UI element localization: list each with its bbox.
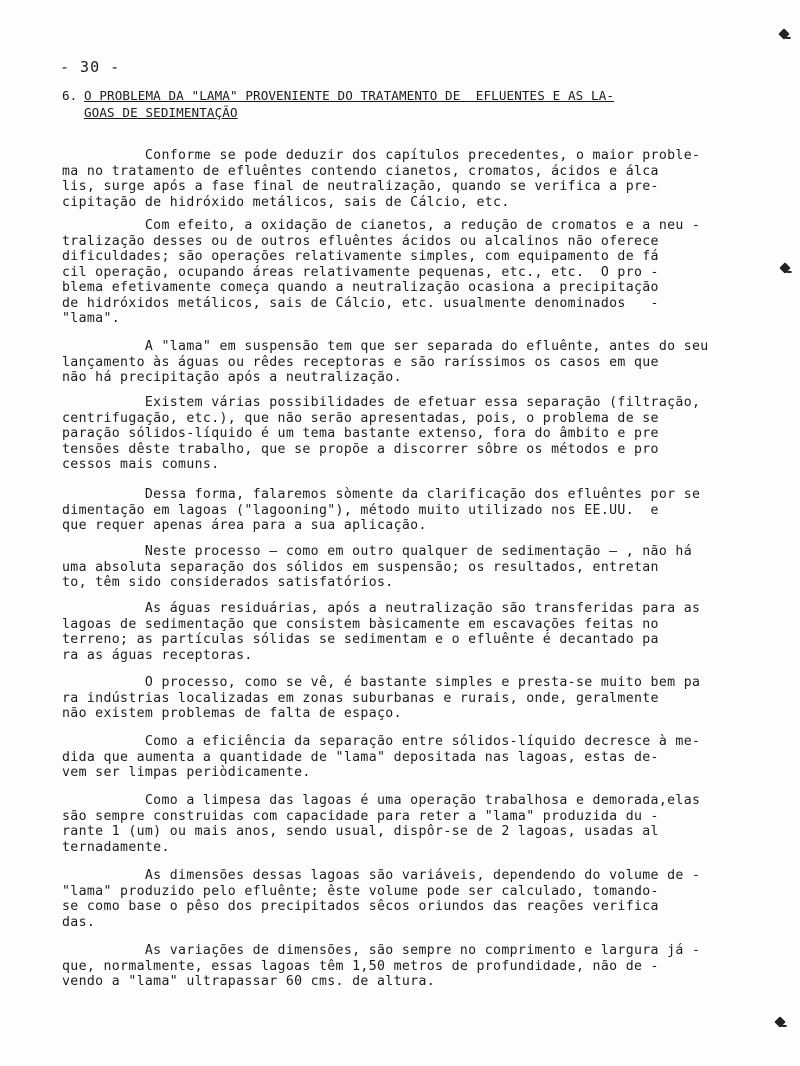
text-line: uma absoluta separação dos sólidos em suspensão; os resultados, entretan <box>62 559 659 575</box>
text-line: Existem várias possibilidades de efetuar essa separação (filtração, <box>62 395 701 410</box>
text-line: to, têm sido considerados satisfatórios. <box>62 575 394 590</box>
paragraph <box>62 675 712 722</box>
text-line: cessos mais comuns. <box>62 457 220 472</box>
section-title-line-1: O PROBLEMA DA "LAMA" PROVENIENTE DO TRATAMENTO DE EFLUENTES E AS LA- <box>84 88 615 103</box>
text-line: Neste processo — como em outro qualquer de sedimentação — , não há <box>62 544 693 559</box>
text-line: vem ser limpas periòdicamente. <box>62 765 311 780</box>
text-line: O processo, como se vê, é bastante simples e presta-se muito bem pa <box>62 675 701 690</box>
text-line: lagoas de sedimentação que consistem bàsicamente em escavações feitas no <box>62 616 659 632</box>
text-line: não há precipitação após a neutralização. <box>62 370 402 385</box>
text-line: não existem problemas de falta de espaço. <box>62 706 402 721</box>
text-line: As águas residuárias, após a neutralização são transferidas para as <box>62 601 701 616</box>
text-line: terreno; as partículas sólidas se sedimentam e o efluênte é decantado pa <box>62 632 659 647</box>
paragraph <box>62 868 712 930</box>
paragraph <box>62 734 712 781</box>
text-line: cipitação de hidróxido metálicos, sais de Cálcio, etc. <box>62 194 510 210</box>
text-line: tensões dêste trabalho, que se propõe a discorrer sôbre os métodos e pro <box>62 441 659 457</box>
paragraph <box>62 601 712 663</box>
text-line: tralização desses ou de outros efluêntes ácidos ou alcalinos não oferece <box>62 233 659 249</box>
text-line: ternadamente. <box>62 839 170 855</box>
text-line: lançamento às águas ou rêdes receptoras e são raríssimos os casos em que <box>62 354 659 370</box>
text-line: vendo a "lama" ultrapassar 60 cms. de altura. <box>62 974 436 989</box>
margin-bullet-icon <box>779 262 790 273</box>
paragraph <box>62 218 712 327</box>
text-line: Dessa forma, falaremos sòmente da clarificação dos efluêntes por se <box>62 487 701 502</box>
text-line: centrifugação, etc.), que não serão apresentadas, pois, o problema de se <box>62 410 659 426</box>
text-line: dificuldades; são operações relativamente simples, com equipamento de fá <box>62 249 659 264</box>
text-line: ra indústrias localizadas em zonas suburbanas e rurais, onde, geralmente <box>62 690 659 706</box>
text-line: "lama" produzido pelo efluênte; êste volume pode ser calculado, tomando- <box>62 883 659 899</box>
text-line: Com efeito, a oxidação de cianetos, a redução de cromatos e a neu - <box>62 218 701 233</box>
paragraph <box>62 487 712 534</box>
text-line: são sempre construidas com capacidade para reter a "lama" produzida du - <box>62 808 659 824</box>
text-line: ma no tratamento de efluêntes contendo cianetos, cromatos, ácidos e álca <box>62 163 659 179</box>
text-line: que requer apenas área para a sua aplicação. <box>62 518 427 533</box>
margin-bullet-icon <box>778 28 789 39</box>
page-number: - 30 - <box>60 58 121 76</box>
section-number: 6. <box>62 88 78 103</box>
text-line: ra as águas receptoras. <box>62 647 253 663</box>
paragraph <box>62 793 712 855</box>
text-line: de hidróxidos metálicos, sais de Cálcio, etc. usualmente denominados - <box>62 295 659 311</box>
paragraph <box>62 544 712 591</box>
text-line: lis, surge após a fase final de neutralização, quando se verifica a pre- <box>62 179 659 194</box>
text-line: paração sólidos-líquido é um tema bastante extenso, fora do âmbito e pre <box>62 426 659 441</box>
paragraph <box>62 339 712 386</box>
text-line: Conforme se pode deduzir dos capítulos precedentes, o maior proble- <box>62 148 701 163</box>
paragraph <box>62 395 712 473</box>
text-line: se como base o pêso dos precipitados sêcos oriundos das reações verifica <box>62 899 659 914</box>
text-line: As dimensões dessas lagoas são variáveis, dependendo do volume de - <box>62 868 701 883</box>
text-line: Como a limpesa das lagoas é uma operação trabalhosa e demorada,elas <box>62 793 701 808</box>
section-title-line-2: GOAS DE SEDIMENTAÇÃO <box>84 105 238 120</box>
paragraph <box>62 148 712 210</box>
text-line: "lama". <box>62 311 121 326</box>
text-line: que, normalmente, essas lagoas têm 1,50 metros de profundidade, não de - <box>62 958 659 974</box>
text-line: blema efetivamente começa quando a neutralização ocasiona a precipitação <box>62 280 659 295</box>
text-line: As variações de dimensões, são sempre no comprimento e largura já - <box>62 943 701 958</box>
text-line: dida que aumenta a quantidade de "lama" depositada nas lagoas, estas de- <box>62 749 659 765</box>
text-line: cil operação, ocupando áreas relativamente pequenas, etc., etc. O pro - <box>62 264 659 280</box>
text-line: dimentação em lagoas ("lagooning"), método muito utilizado nos EE.UU. e <box>62 502 659 518</box>
text-line: das. <box>62 914 96 930</box>
text-line: Como a eficiência da separação entre sólidos-líquido decresce à me- <box>62 734 701 749</box>
margin-bullet-icon <box>774 1016 785 1027</box>
text-line: A "lama" em suspensão tem que ser separada do efluênte, antes do seu <box>62 339 709 354</box>
text-line: rante 1 (um) ou mais anos, sendo usual, dispôr-se de 2 lagoas, usadas al <box>62 824 659 839</box>
paragraph <box>62 943 712 990</box>
